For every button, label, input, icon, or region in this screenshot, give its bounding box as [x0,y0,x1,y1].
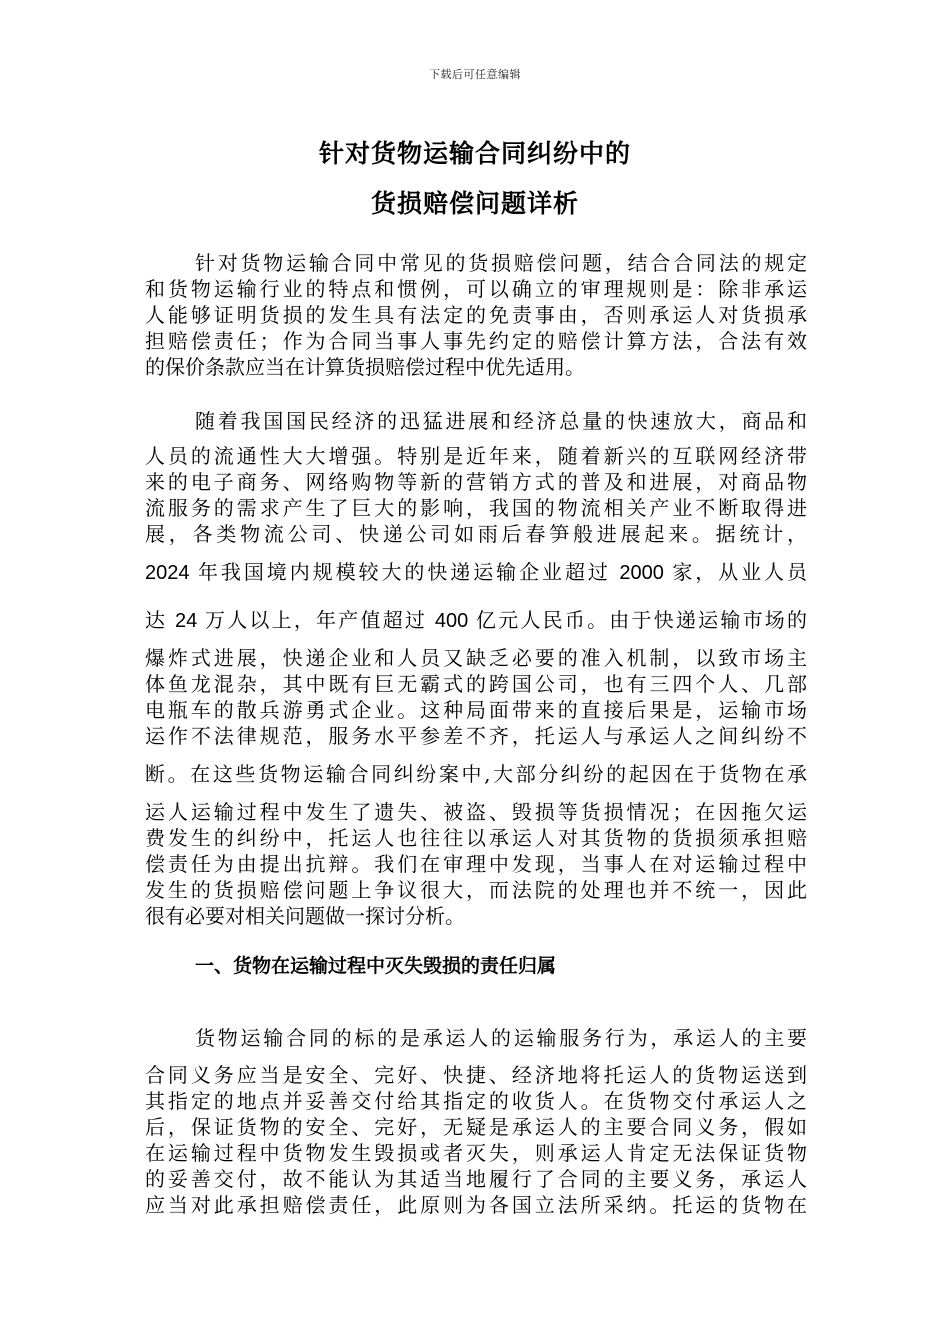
document-title-line-2: 货损赔偿问题详析 [370,189,579,218]
text-line: 后，保证货物的安全、完好，无疑是承运人的主要合同义务，假如 [145,1115,807,1139]
text-line: 和货物运输行业的特点和惯例，可以确立的审理规则是：除非承运 [145,277,807,301]
text-line: 爆炸式进展，快递企业和人员又缺乏必要的准入机制，以致市场主 [145,646,807,670]
text-line: 人能够证明货损的发生具有法定的免责事由，否则承运人对货损承 [145,303,807,327]
text-line: 费发生的纠纷中，托运人也往往以承运人对其货物的货损须承担赔 [145,826,807,850]
text-line: 来的电子商务、网络购物等新的营销方式的普及和进展，对商品物 [145,470,807,494]
text-line: 在运输过程中货物发生毁损或者灭失，则承运人肯定无法保证货物 [145,1141,807,1165]
text-line: 流服务的需求产生了巨大的影响，我国的物流相关产业不断取得进 [145,496,807,520]
text-line: 的妥善交付，故不能认为其适当地履行了合同的主要义务，承运人 [145,1167,807,1191]
text-line: 其指定的地点并妥善交付给其指定的收货人。在货物交付承运人之 [145,1089,807,1113]
text-line: 达 24 万人以上，年产值超过 400 亿元人民币。由于快递运输市场的 [145,610,807,632]
document-title-line-1: 针对货物运输合同纠纷中的 [318,139,631,168]
text-line: 电瓶车的散兵游勇式企业。这种局面带来的直接后果是，运输市场 [145,698,807,722]
text-line: 运人运输过程中发生了遗失、被盗、毁损等货损情况；在因拖欠运 [145,800,807,824]
text-line: 2024 年我国境内规模较大的快递运输企业超过 2000 家，从业人员 [145,562,807,584]
text-line: 人员的流通性大大增强。特别是近年来，随着新兴的互联网经济带 [145,444,807,468]
text-line: 展，各类物流公司、快递公司如雨后春笋般进展起来。据统计， [145,522,807,546]
text-line: 的保价条款应当在计算货损赔偿过程中优先适用。 [145,355,585,379]
text-line: 很有必要对相关问题做一探讨分析。 [145,904,465,928]
text-line: 体鱼龙混杂，其中既有巨无霸式的跨国公司，也有三四个人、几部 [145,672,807,696]
section-heading: 一、货物在运输过程中灭失毁损的责任归属 [195,955,557,977]
text-line: 偿责任为由提出抗辩。我们在审理中发现，当事人在对运输过程中 [145,852,807,876]
text-line: 断。在这些货物运输合同纠纷案中,大部分纠纷的起因在于货物在承 [145,762,807,786]
text-line: 合同义务应当是安全、完好、快捷、经济地将托运人的货物运送到 [145,1063,807,1087]
text-line: 运作不法律规范，服务水平参差不齐，托运人与承运人之间纠纷不 [145,724,807,748]
text-line: 发生的货损赔偿问题上争议很大，而法院的处理也并不统一，因此 [145,878,807,902]
text-line: 应当对此承担赔偿责任，此原则为各国立法所采纳。托运的货物在 [145,1193,807,1217]
text-line: 担赔偿责任；作为合同当事人事先约定的赔偿计算方法，合法有效 [145,329,807,353]
text-line: 针对货物运输合同中常见的货损赔偿问题，结合合同法的规定 [195,251,807,275]
text-line: 随着我国国民经济的迅猛进展和经济总量的快速放大，商品和 [195,409,807,433]
header-note: 下载后可任意编辑 [429,68,521,81]
text-line: 货物运输合同的标的是承运人的运输服务行为，承运人的主要 [195,1026,807,1050]
